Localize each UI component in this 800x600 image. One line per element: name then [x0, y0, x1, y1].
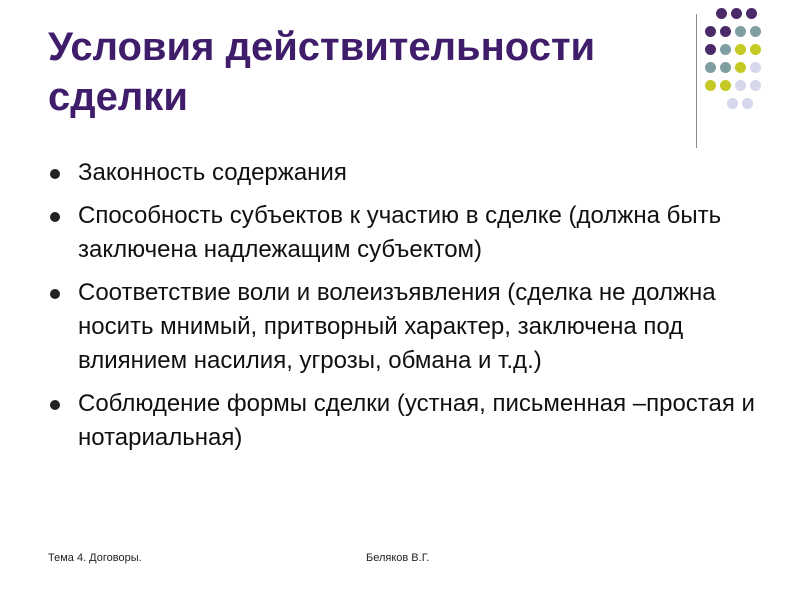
- title-divider-line: [696, 14, 697, 148]
- bullet-dot-icon: [50, 289, 60, 299]
- bullet-text: Способность субъектов к участию в сделке (должна быть заключена надлежащим субъектом): [78, 202, 722, 263]
- bullet-item-will-expression: [46, 276, 756, 378]
- decorative-dot: [735, 44, 746, 55]
- decorative-dot: [720, 62, 731, 73]
- decorative-dot: [705, 62, 716, 73]
- decorative-dot: [705, 44, 716, 55]
- footer-topic: Тема 4. Договоры.: [48, 552, 142, 564]
- slide-title: Условия действительности сделки: [48, 25, 596, 119]
- decorative-dot: [705, 80, 716, 91]
- bullet-dot-icon: [50, 212, 60, 222]
- bullet-item-form: [46, 387, 756, 455]
- bullet-list: [46, 156, 756, 464]
- decorative-dot: [750, 80, 761, 91]
- decorative-dot: [750, 26, 761, 37]
- decorative-dot: [731, 8, 742, 19]
- decorative-dot-grid: [705, 8, 795, 132]
- bullet-text: Соблюдение формы сделки (устная, письменная –простая и нотариальная): [78, 390, 755, 451]
- bullet-text: Соответствие воли и волеизъявления (сделка не должна носить мнимый, притворный характер, заключена под влиянием насилия, угрозы, обмана и т.д.): [78, 279, 716, 374]
- decorative-dot: [716, 8, 727, 19]
- decorative-dot: [742, 98, 753, 109]
- decorative-dot: [735, 26, 746, 37]
- bullet-dot-icon: [50, 400, 60, 410]
- bullet-dot-icon: [50, 169, 60, 179]
- decorative-dot: [746, 8, 757, 19]
- bullet-text: Законность содержания: [78, 159, 347, 186]
- decorative-dot: [735, 80, 746, 91]
- decorative-dot: [750, 44, 761, 55]
- decorative-dot: [750, 62, 761, 73]
- decorative-dot: [727, 98, 738, 109]
- decorative-dot: [705, 26, 716, 37]
- bullet-item-capacity: [46, 199, 756, 267]
- bullet-item-content-legality: [46, 156, 756, 190]
- decorative-dot: [720, 26, 731, 37]
- footer-author: Беляков В.Г.: [366, 552, 430, 564]
- decorative-dot: [720, 80, 731, 91]
- decorative-dot: [720, 44, 731, 55]
- decorative-dot: [735, 62, 746, 73]
